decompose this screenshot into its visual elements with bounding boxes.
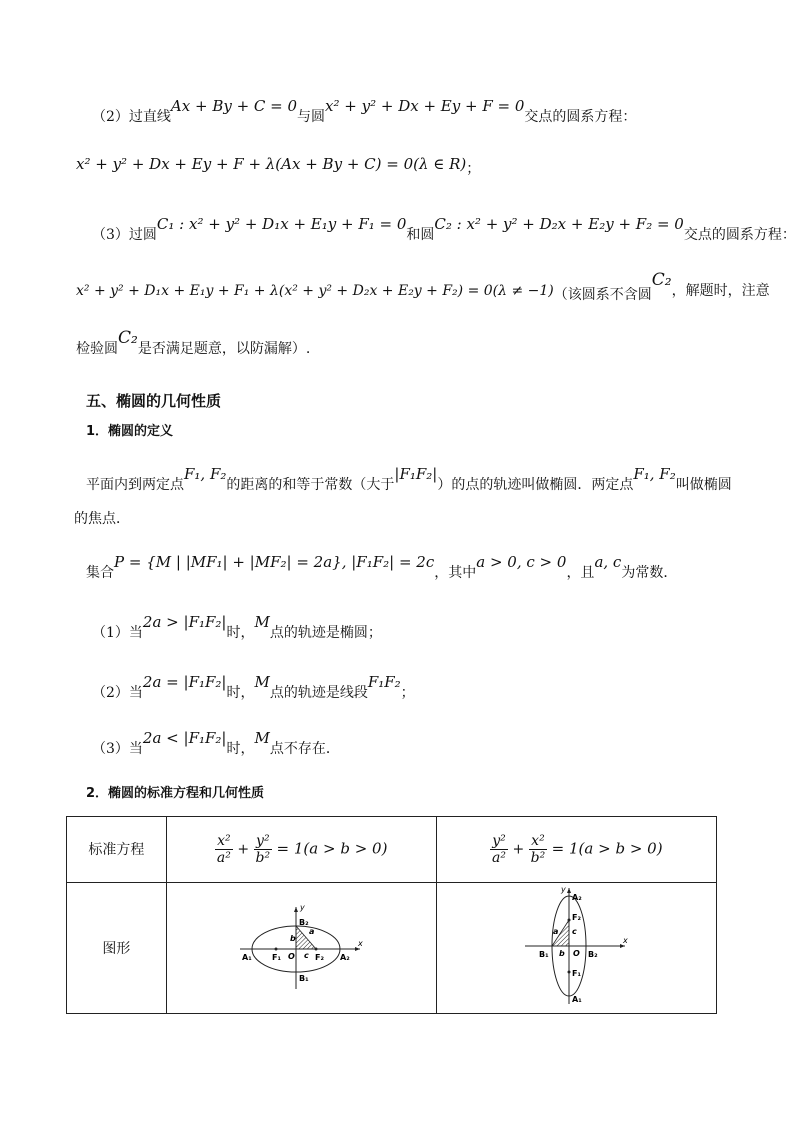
case1-m: M — [254, 613, 270, 631]
case2-b: 时， — [226, 685, 255, 701]
vertical-ellipse-figure — [521, 884, 631, 1008]
label-a: a — [309, 927, 315, 936]
eq2-plus: + — [512, 841, 525, 858]
def-b: 的距离的和等于常数（大于 — [226, 477, 395, 493]
case3-a: （3）当 — [92, 741, 143, 757]
label-b: b — [559, 949, 566, 958]
label-b2: B₂ — [299, 918, 309, 927]
focus-f2 — [315, 948, 318, 951]
eq1-num1: x² — [217, 833, 231, 849]
section-title: 五、椭圆的几何性质 — [86, 392, 222, 410]
fraction-y — [490, 833, 508, 866]
fraction-y — [254, 833, 273, 866]
eq1-den1: a² — [216, 850, 231, 866]
equation-horizontal — [166, 817, 436, 883]
label-a: a — [553, 927, 559, 936]
label-c: c — [304, 951, 309, 960]
focus-f2 — [568, 919, 571, 922]
case2-c: 点的轨迹是线段 — [269, 685, 368, 701]
label-x: x — [358, 939, 363, 948]
label-f1: F₁ — [572, 969, 582, 978]
case2-condition: 2a = |F₁F₂| — [142, 673, 227, 691]
case1-condition: 2a > |F₁F₂| — [142, 613, 227, 631]
p3-mid: 和圆 — [406, 227, 435, 243]
circle-family-equation-2: x² + y² + D₁x + E₁y + F₁ + λ(x² + y² + D₂x + E₂y + F₂) = 0(λ ≠ −1) — [76, 283, 554, 299]
p3-line2 — [76, 270, 770, 303]
circle-c1-equation: C₁ : x² + y² + D₁x + E₁y + F₁ = 0 — [156, 215, 407, 233]
label-origin: O — [573, 949, 581, 958]
eq2-num2: x² — [531, 833, 545, 849]
p3-line3 — [76, 328, 311, 358]
case1-c: 点的轨迹是椭圆； — [269, 625, 382, 641]
table-row — [67, 817, 717, 883]
label-b1: B₁ — [299, 974, 309, 983]
subsection-1-title: 1．椭圆的定义 — [86, 424, 174, 439]
subsection-2-title: 2．椭圆的标准方程和几何性质 — [86, 786, 265, 801]
eq1-num2: y² — [256, 833, 270, 849]
set-line — [86, 553, 678, 582]
def-a: 平面内到两定点 — [86, 477, 184, 493]
case1-b: 时， — [226, 625, 255, 641]
p3-note-c2b: C₂ — [118, 328, 138, 348]
eq2-den1: a² — [492, 850, 506, 866]
p3-note-a: （该圆系不含圆 — [553, 287, 652, 303]
label-y: y — [300, 903, 305, 912]
label-a1: A₁ — [242, 953, 252, 962]
case-2 — [92, 673, 415, 702]
line-equation: Ax + By + C = 0 — [170, 97, 298, 115]
label-b2: B₂ — [588, 950, 598, 959]
circle-c2-equation: C₂ : x² + y² + D₂x + E₂y + F₂ = 0 — [434, 215, 684, 233]
p3-prefix: （3）过圆 — [92, 227, 157, 243]
set-b: ，其中 — [434, 565, 477, 581]
definition-line2: 的焦点． — [74, 511, 130, 527]
y-axis-arrow-icon — [567, 888, 571, 893]
label-a2: A₂ — [572, 893, 582, 902]
eq2-tail: = 1(a > b > 0) — [551, 839, 663, 858]
label-b1: B₁ — [539, 950, 549, 959]
set-d: 为常数． — [621, 565, 678, 581]
label-f2: F₂ — [572, 913, 582, 922]
case2-segment: F₁F₂ — [367, 673, 401, 691]
set-a: 集合 — [86, 565, 114, 581]
p3-note-b: ，解题时，注意 — [671, 283, 770, 299]
fraction-x — [215, 833, 233, 866]
eq1-plus: + — [237, 841, 250, 858]
case1-a: （1）当 — [92, 625, 143, 641]
circle-equation: x² + y² + Dx + Ey + F = 0 — [325, 97, 525, 115]
eq1-tail: = 1(a > b > 0) — [276, 839, 388, 858]
row-label-standard-equation: 标准方程 — [67, 817, 167, 883]
label-f1: F₁ — [272, 953, 282, 962]
case-3 — [92, 729, 340, 758]
def-d: 叫做椭圆 — [675, 477, 732, 493]
case2-m: M — [254, 673, 270, 691]
def-foci-2: F₁, F₂ — [633, 465, 676, 483]
case2-a: （2）当 — [92, 685, 143, 701]
p3-line1 — [92, 215, 796, 244]
circle-family-equation-1: x² + y² + Dx + Ey + F + λ(Ax + By + C) = 0(λ ∈ R) — [76, 155, 467, 173]
p3-note-c2: C₂ — [651, 270, 672, 290]
equation-vertical — [436, 817, 716, 883]
def-c: ）的点的轨迹叫做椭圆．两定点 — [437, 477, 634, 493]
label-y: y — [561, 885, 567, 894]
eq2-num1: y² — [492, 833, 506, 849]
case3-m: M — [254, 729, 270, 747]
set-ac: a, c — [594, 553, 622, 571]
p2-mid: 与圆 — [297, 109, 326, 125]
p3-note-c: 检验圆 — [76, 341, 118, 357]
label-c: c — [572, 927, 578, 936]
label-f2: F₂ — [315, 953, 325, 962]
eq2-den2: b² — [530, 850, 546, 866]
definition-line1 — [86, 465, 732, 494]
set-equation: P = {M | |MF₁| + |MF₂| = 2a}, |F₁F₂| = 2c — [114, 553, 435, 571]
horizontal-ellipse-figure — [236, 901, 366, 991]
fraction-x — [529, 833, 548, 866]
p2-prefix: （2）过直线 — [92, 109, 171, 125]
set-condition: a > 0, c > 0 — [476, 553, 567, 571]
def-foci: F₁, F₂ — [184, 465, 227, 483]
figure-horizontal-cell — [166, 883, 436, 1014]
case-1 — [92, 613, 382, 642]
figure-vertical-cell — [436, 883, 716, 1014]
p3-note-d: 是否满足题意，以防漏解）. — [137, 341, 311, 357]
y-axis-arrow-icon — [294, 907, 298, 912]
label-a2: A₂ — [340, 953, 350, 962]
p2-line1 — [92, 97, 637, 126]
def-abs: |F₁F₂| — [394, 465, 438, 483]
label-x: x — [623, 936, 629, 945]
label-b: b — [290, 934, 296, 943]
p2-suffix: 交点的圆系方程： — [524, 109, 637, 125]
ellipse-properties-table — [66, 816, 717, 1014]
p2-line2 — [76, 154, 481, 177]
focus-f1 — [568, 971, 571, 974]
p2-end: ； — [466, 161, 481, 177]
case2-d: ； — [400, 685, 415, 701]
p3-suffix: 交点的圆系方程： — [683, 227, 796, 243]
row-label-figure: 图形 — [67, 883, 167, 1014]
label-a1: A₁ — [572, 995, 582, 1004]
focus-f1 — [275, 948, 278, 951]
eq1-den2: b² — [255, 850, 271, 866]
set-c: ，且 — [566, 565, 595, 581]
case3-b: 时， — [226, 741, 255, 757]
case3-condition: 2a < |F₁F₂| — [142, 729, 227, 747]
label-origin: O — [288, 952, 295, 961]
table-row — [67, 883, 717, 1014]
case3-c: 点不存在． — [269, 741, 340, 757]
